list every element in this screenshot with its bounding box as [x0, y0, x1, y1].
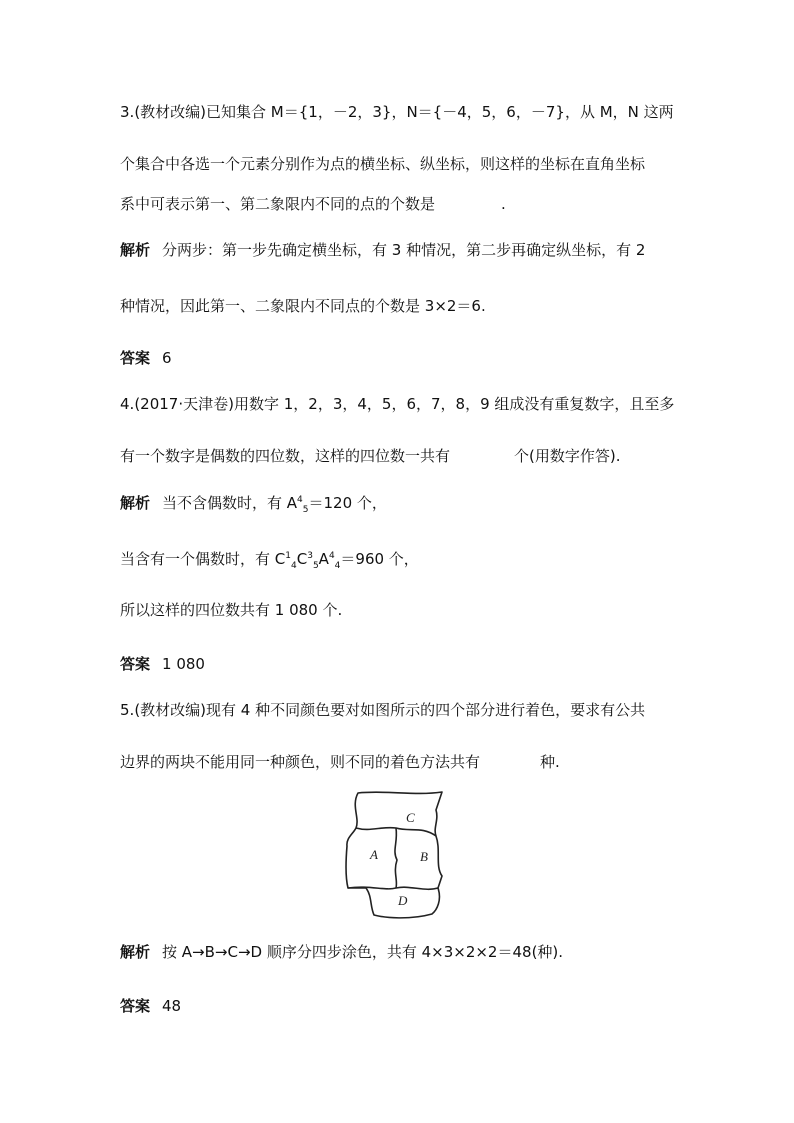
q3-answer-line [120, 348, 172, 368]
q3-tag: (教材改编) [134, 103, 207, 121]
q4-a1-sup: 4 [297, 495, 303, 505]
q4-text-2a: 有一个数字是偶数的四位数，这样的四位数一共有 [120, 447, 451, 465]
q4-answer-line [120, 654, 205, 674]
q5-text-2b: 种. [540, 753, 560, 771]
q4-text-2b: 个(用数字作答). [514, 447, 621, 465]
q3-line3 [120, 194, 506, 214]
q4-a2-mid: C [296, 550, 308, 568]
q4-a2-pre: 当含有一个偶数时，有 C [120, 550, 286, 568]
region-label-c: C [406, 810, 415, 825]
q5-tag: (教材改编) [134, 701, 207, 719]
region-map-figure [340, 788, 450, 920]
q4-text-1: 用数字 1，2，3，4，5，6，7，8，9 组成没有重复数字，且至多 [233, 395, 675, 413]
q4-answer: 1 080 [162, 655, 205, 673]
q5-number: 5. [120, 701, 135, 719]
q4-a1-post: ＝120 个， [308, 494, 387, 512]
q4-line1 [120, 394, 674, 414]
q5-text-1: 现有 4 种不同颜色要对如图所示的四个部分进行着色，要求有公共 [206, 701, 646, 719]
q3-line1 [120, 102, 674, 122]
q4-a2-c2sup: 3 [307, 551, 313, 561]
q4-a2-asup: 4 [328, 551, 335, 561]
q4-a2-asub: 4 [334, 561, 341, 571]
region-map-svg [340, 788, 450, 920]
q4-analysis-line1 [120, 490, 387, 520]
q4-a1-sub: 5 [302, 505, 309, 515]
q3-text-3: 系中可表示第一、第二象限内不同的点的个数是 [120, 195, 436, 213]
q4-answer-label: 答案 [120, 655, 151, 673]
q4-analysis-line2 [120, 546, 419, 576]
region-ab-boundary [395, 828, 397, 888]
q4-a2-post: ＝960 个， [340, 550, 419, 568]
q3-answer: 6 [162, 349, 172, 367]
q5-line2 [120, 752, 560, 772]
q5-answer-label: 答案 [120, 997, 151, 1015]
q5-analysis-line [120, 942, 563, 962]
q4-line2 [120, 446, 621, 466]
q3-number: 3. [120, 103, 135, 121]
q4-a2-c1sup: 1 [285, 551, 291, 561]
q5-text-2a: 边界的两块不能用同一种颜色，则不同的着色方法共有 [120, 753, 481, 771]
q4-a2-a: A [318, 550, 329, 568]
q4-number: 4. [120, 395, 135, 413]
q5-answer: 48 [162, 997, 182, 1015]
q4-a1-pre: 当不含偶数时，有 A [162, 494, 298, 512]
q5-analysis-label: 解析 [120, 943, 151, 961]
q4-a2-c1sub: 4 [290, 561, 297, 571]
q3-analysis-label: 解析 [120, 241, 151, 259]
q4-analysis-line3: 所以这样的四位数共有 1 080 个. [120, 601, 343, 619]
q3-analysis-line2: 种情况，因此第一、二象限内不同点的个数是 3×2＝6. [120, 297, 486, 315]
q5-line1 [120, 700, 645, 720]
q4-tag: (2017·天津卷) [134, 395, 234, 413]
q3-text-1: 已知集合 M＝{1，－2，3}，N＝{－4，5，6，－7}，从 M，N 这两 [206, 103, 674, 121]
q5-analysis-text: 按 A→B→C→D 顺序分四步涂色，共有 4×3×2×2＝48(种). [162, 943, 564, 961]
q3-analysis-text-1: 分两步：第一步先确定横坐标，有 3 种情况，第二步再确定纵坐标，有 2 [162, 241, 646, 259]
q3-answer-label: 答案 [120, 349, 151, 367]
q5-answer-line [120, 996, 181, 1016]
q4-analysis-label: 解析 [120, 494, 151, 512]
region-label-a: A [370, 847, 378, 862]
q3-line3-end: . [501, 195, 506, 213]
q4-a2-c2sub: 5 [312, 561, 319, 571]
q3-line2: 个集合中各选一个元素分别作为点的横坐标、纵坐标，则这样的坐标在直角坐标 [120, 155, 646, 173]
region-label-d: D [398, 893, 408, 908]
region-label-b: B [420, 849, 428, 864]
q3-analysis-line1 [120, 240, 645, 260]
